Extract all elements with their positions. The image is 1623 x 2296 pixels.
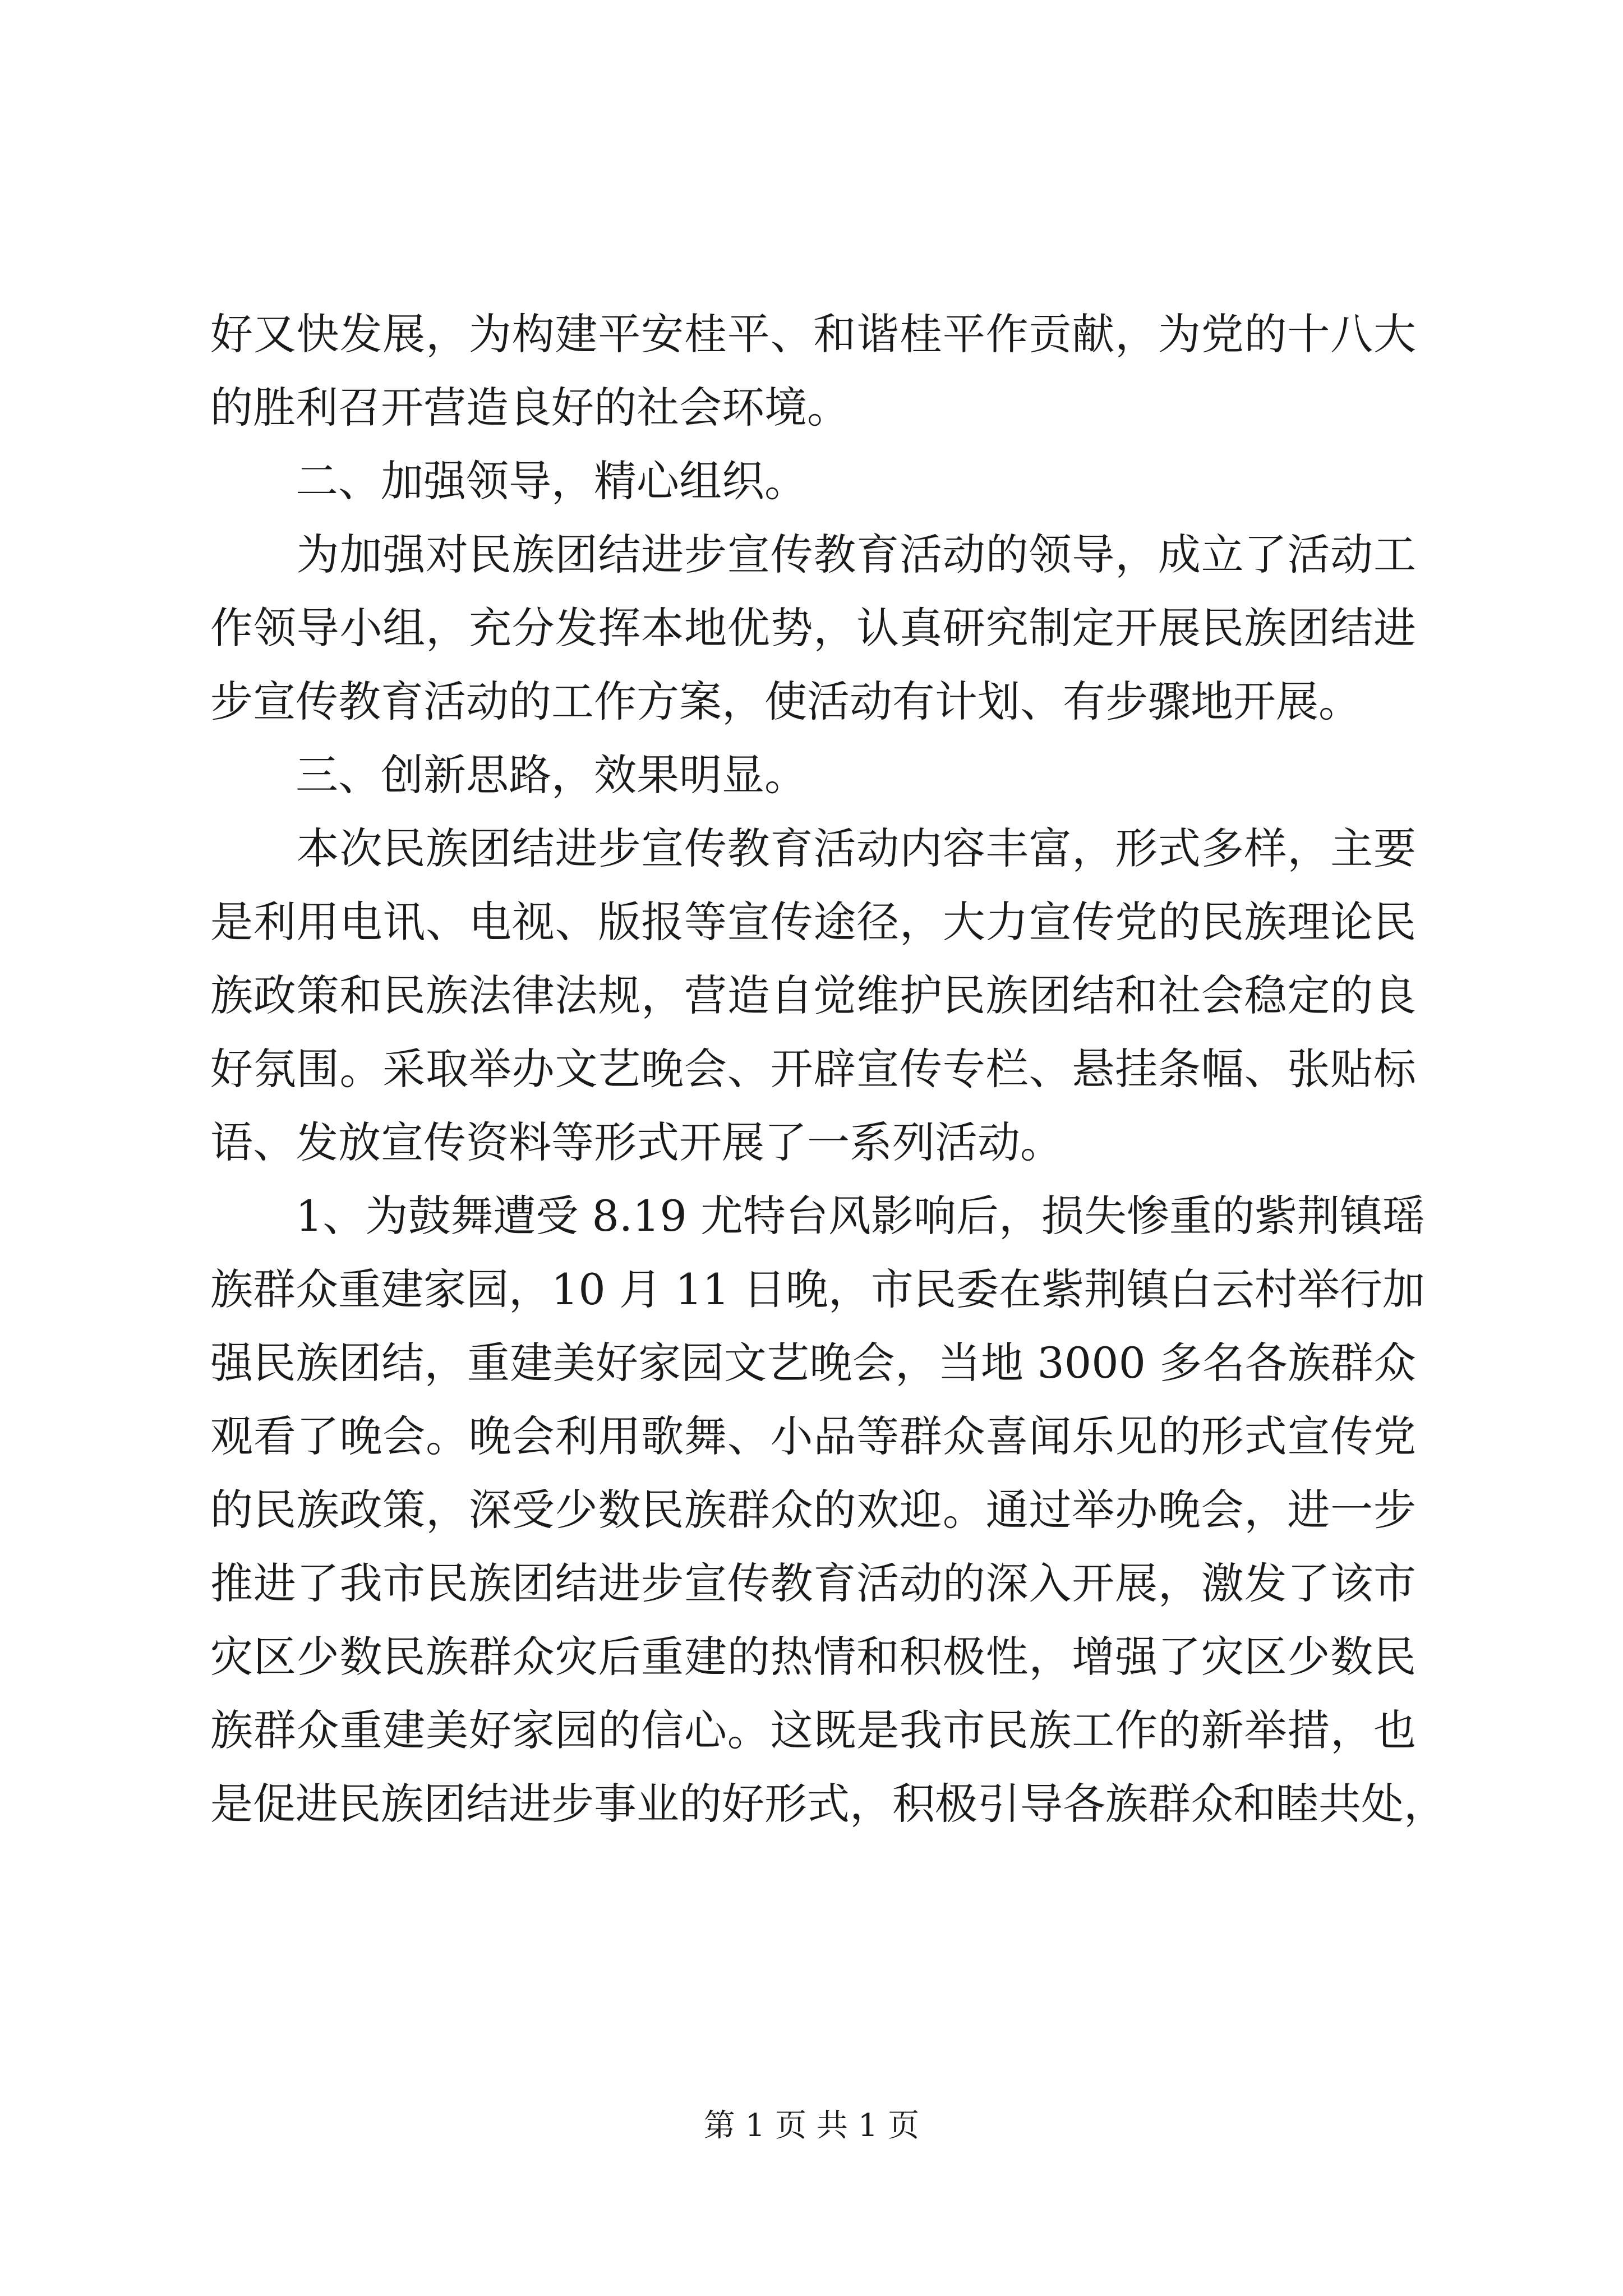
text-line: 观看了晚会。晚会利用歌舞、小品等群众喜闻乐见的形式宣传党 — [210, 1411, 1416, 1461]
text-line: 好氛围。采取举办文艺晚会、开辟宣传专栏、悬挂条幅、张贴标 — [210, 1044, 1416, 1094]
text-line: 族政策和民族法律法规，营造自觉维护民族团结和社会稳定的良 — [210, 970, 1416, 1020]
text-line: 本次民族团结进步宣传教育活动内容丰富，形式多样，主要 — [210, 823, 1416, 873]
text-line: 族群众重建家园，10 月 11 日晚，市民委在紫荆镇白云村举行加 — [210, 1264, 1425, 1314]
text-line: 是利用电讯、电视、版报等宣传途径，大力宣传党的民族理论民 — [210, 897, 1416, 947]
text-line: 为加强对民族团结进步宣传教育活动的领导，成立了活动工 — [210, 530, 1416, 579]
text-line: 推进了我市民族团结进步宣传教育活动的深入开展，激发了该市 — [210, 1558, 1416, 1608]
text-line: 灾区少数民族群众灾后重建的热情和积极性，增强了灾区少数民 — [210, 1632, 1416, 1682]
section-heading: 三、创新思路，效果明显。 — [210, 750, 807, 800]
text-line: 步宣传教育活动的工作方案，使活动有计划、有步骤地开展。 — [210, 677, 1361, 726]
text-line: 作领导小组，充分发挥本地优势，认真研究制定开展民族团结进 — [210, 603, 1416, 653]
section-heading: 二、加强领导，精心组织。 — [210, 456, 807, 506]
text-line: 好又快发展，为构建平安桂平、和谐桂平作贡献，为党的十八大 — [210, 309, 1416, 359]
page-footer: 第 1 页 共 1 页 — [703, 2108, 920, 2144]
text-line: 语、发放宣传资料等形式开展了一系列活动。 — [210, 1117, 1063, 1167]
document-body — [210, 297, 1446, 1841]
text-line: 强民族团结，重建美好家园文艺晚会，当地 3000 多名各族群众 — [210, 1338, 1416, 1388]
text-line: 族群众重建美好家园的信心。这既是我市民族工作的新举措，也 — [210, 1705, 1416, 1755]
text-line: 是促进民族团结进步事业的好形式，积极引导各族群众和睦共处， — [210, 1779, 1446, 1829]
text-line: 的民族政策，深受少数民族群众的欢迎。通过举办晚会，进一步 — [210, 1485, 1416, 1535]
text-line: 的胜利召开营造良好的社会环境。 — [210, 383, 850, 432]
text-line: 1、为鼓舞遭受 8.19 尤特台风影响后，损失惨重的紫荆镇瑶 — [210, 1191, 1425, 1241]
